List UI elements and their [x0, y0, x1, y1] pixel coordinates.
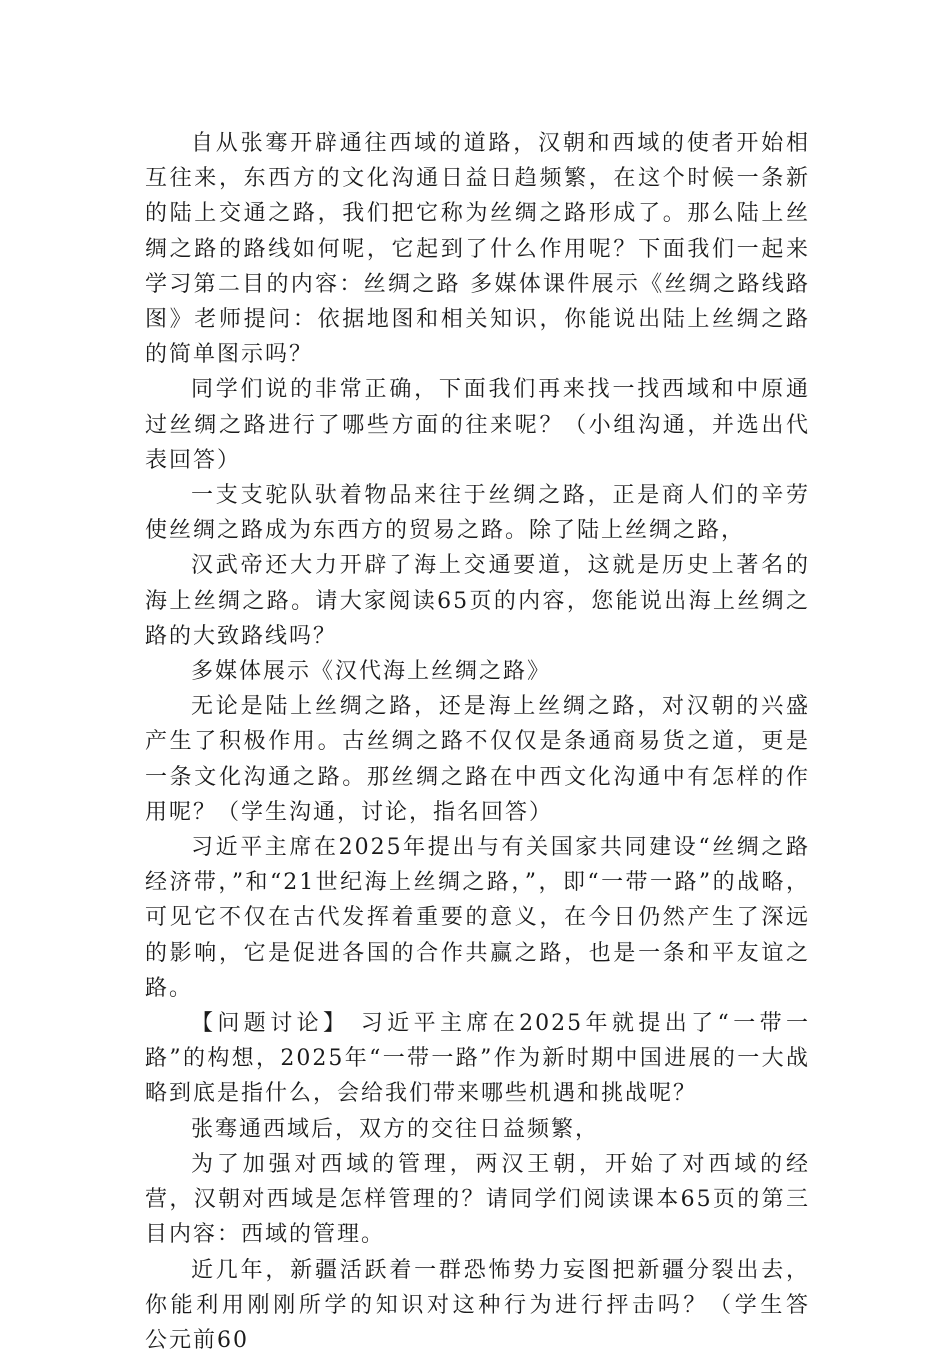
document-body: [145, 126, 810, 1358]
paragraph-1: 自从张骞开辟通往西域的道路，汉朝和西域的使者开始相互往来，东西方的文化沟通日益日趋频繁，在这个时候一条新的陆上交通之路，我们把它称为丝绸之路形成了。那么陆上丝绸之路的路线如何呢，它起到了什么作用呢？下面我们一起来学习第二目的内容：丝绸之路 多媒体课件展示《丝绸之路线路图》老师提问：依据地图和相关知识，你能说出陆上丝绸之路的简单图示吗？: [145, 126, 810, 372]
paragraph-9: 张骞通西域后，双方的交往日益频繁，: [145, 1112, 810, 1147]
paragraph-10: 为了加强对西域的管理，两汉王朝，开始了对西域的经营，汉朝对西域是怎样管理的？请同学们阅读课本65页的第三目内容：西域的管理。: [145, 1147, 810, 1253]
paragraph-2: 同学们说的非常正确，下面我们再来找一找西域和中原通过丝绸之路进行了哪些方面的往来呢？（小组沟通，并选出代表回答）: [145, 372, 810, 478]
paragraph-8: 【问题讨论】 习近平主席在2025年就提出了“一带一路”的构想，2025年“一带一路”作为新时期中国进展的一大战略到底是指什么，会给我们带来哪些机遇和挑战呢？: [145, 1006, 810, 1112]
paragraph-11: 近几年，新疆活跃着一群恐怖势力妄图把新疆分裂出去，你能利用刚刚所学的知识对这种行为进行抨击吗？（学生答 公元前60: [145, 1253, 810, 1358]
paragraph-4: 汉武帝还大力开辟了海上交通要道，这就是历史上著名的海上丝绸之路。请大家阅读65页的内容，您能说出海上丝绸之路的大致路线吗？: [145, 548, 810, 654]
paragraph-5: 多媒体展示《汉代海上丝绸之路》: [145, 654, 810, 689]
paragraph-3: 一支支驼队驮着物品来往于丝绸之路，正是商人们的辛劳使丝绸之路成为东西方的贸易之路。除了陆上丝绸之路，: [145, 478, 810, 548]
paragraph-7: 习近平主席在2025年提出与有关国家共同建设“丝绸之路经济带，”和“21世纪海上丝绸之路，”，即“一带一路”的战略，可见它不仅在古代发挥着重要的意义，在今日仍然产生了深远的影响，它是促进各国的合作共赢之路，也是一条和平友谊之路。: [145, 830, 810, 1006]
paragraph-6: 无论是陆上丝绸之路，还是海上丝绸之路，对汉朝的兴盛产生了积极作用。古丝绸之路不仅仅是条通商易货之道，更是一条文化沟通之路。那丝绸之路在中西文化沟通中有怎样的作用呢？（学生沟通，讨论，指名回答）: [145, 689, 810, 830]
